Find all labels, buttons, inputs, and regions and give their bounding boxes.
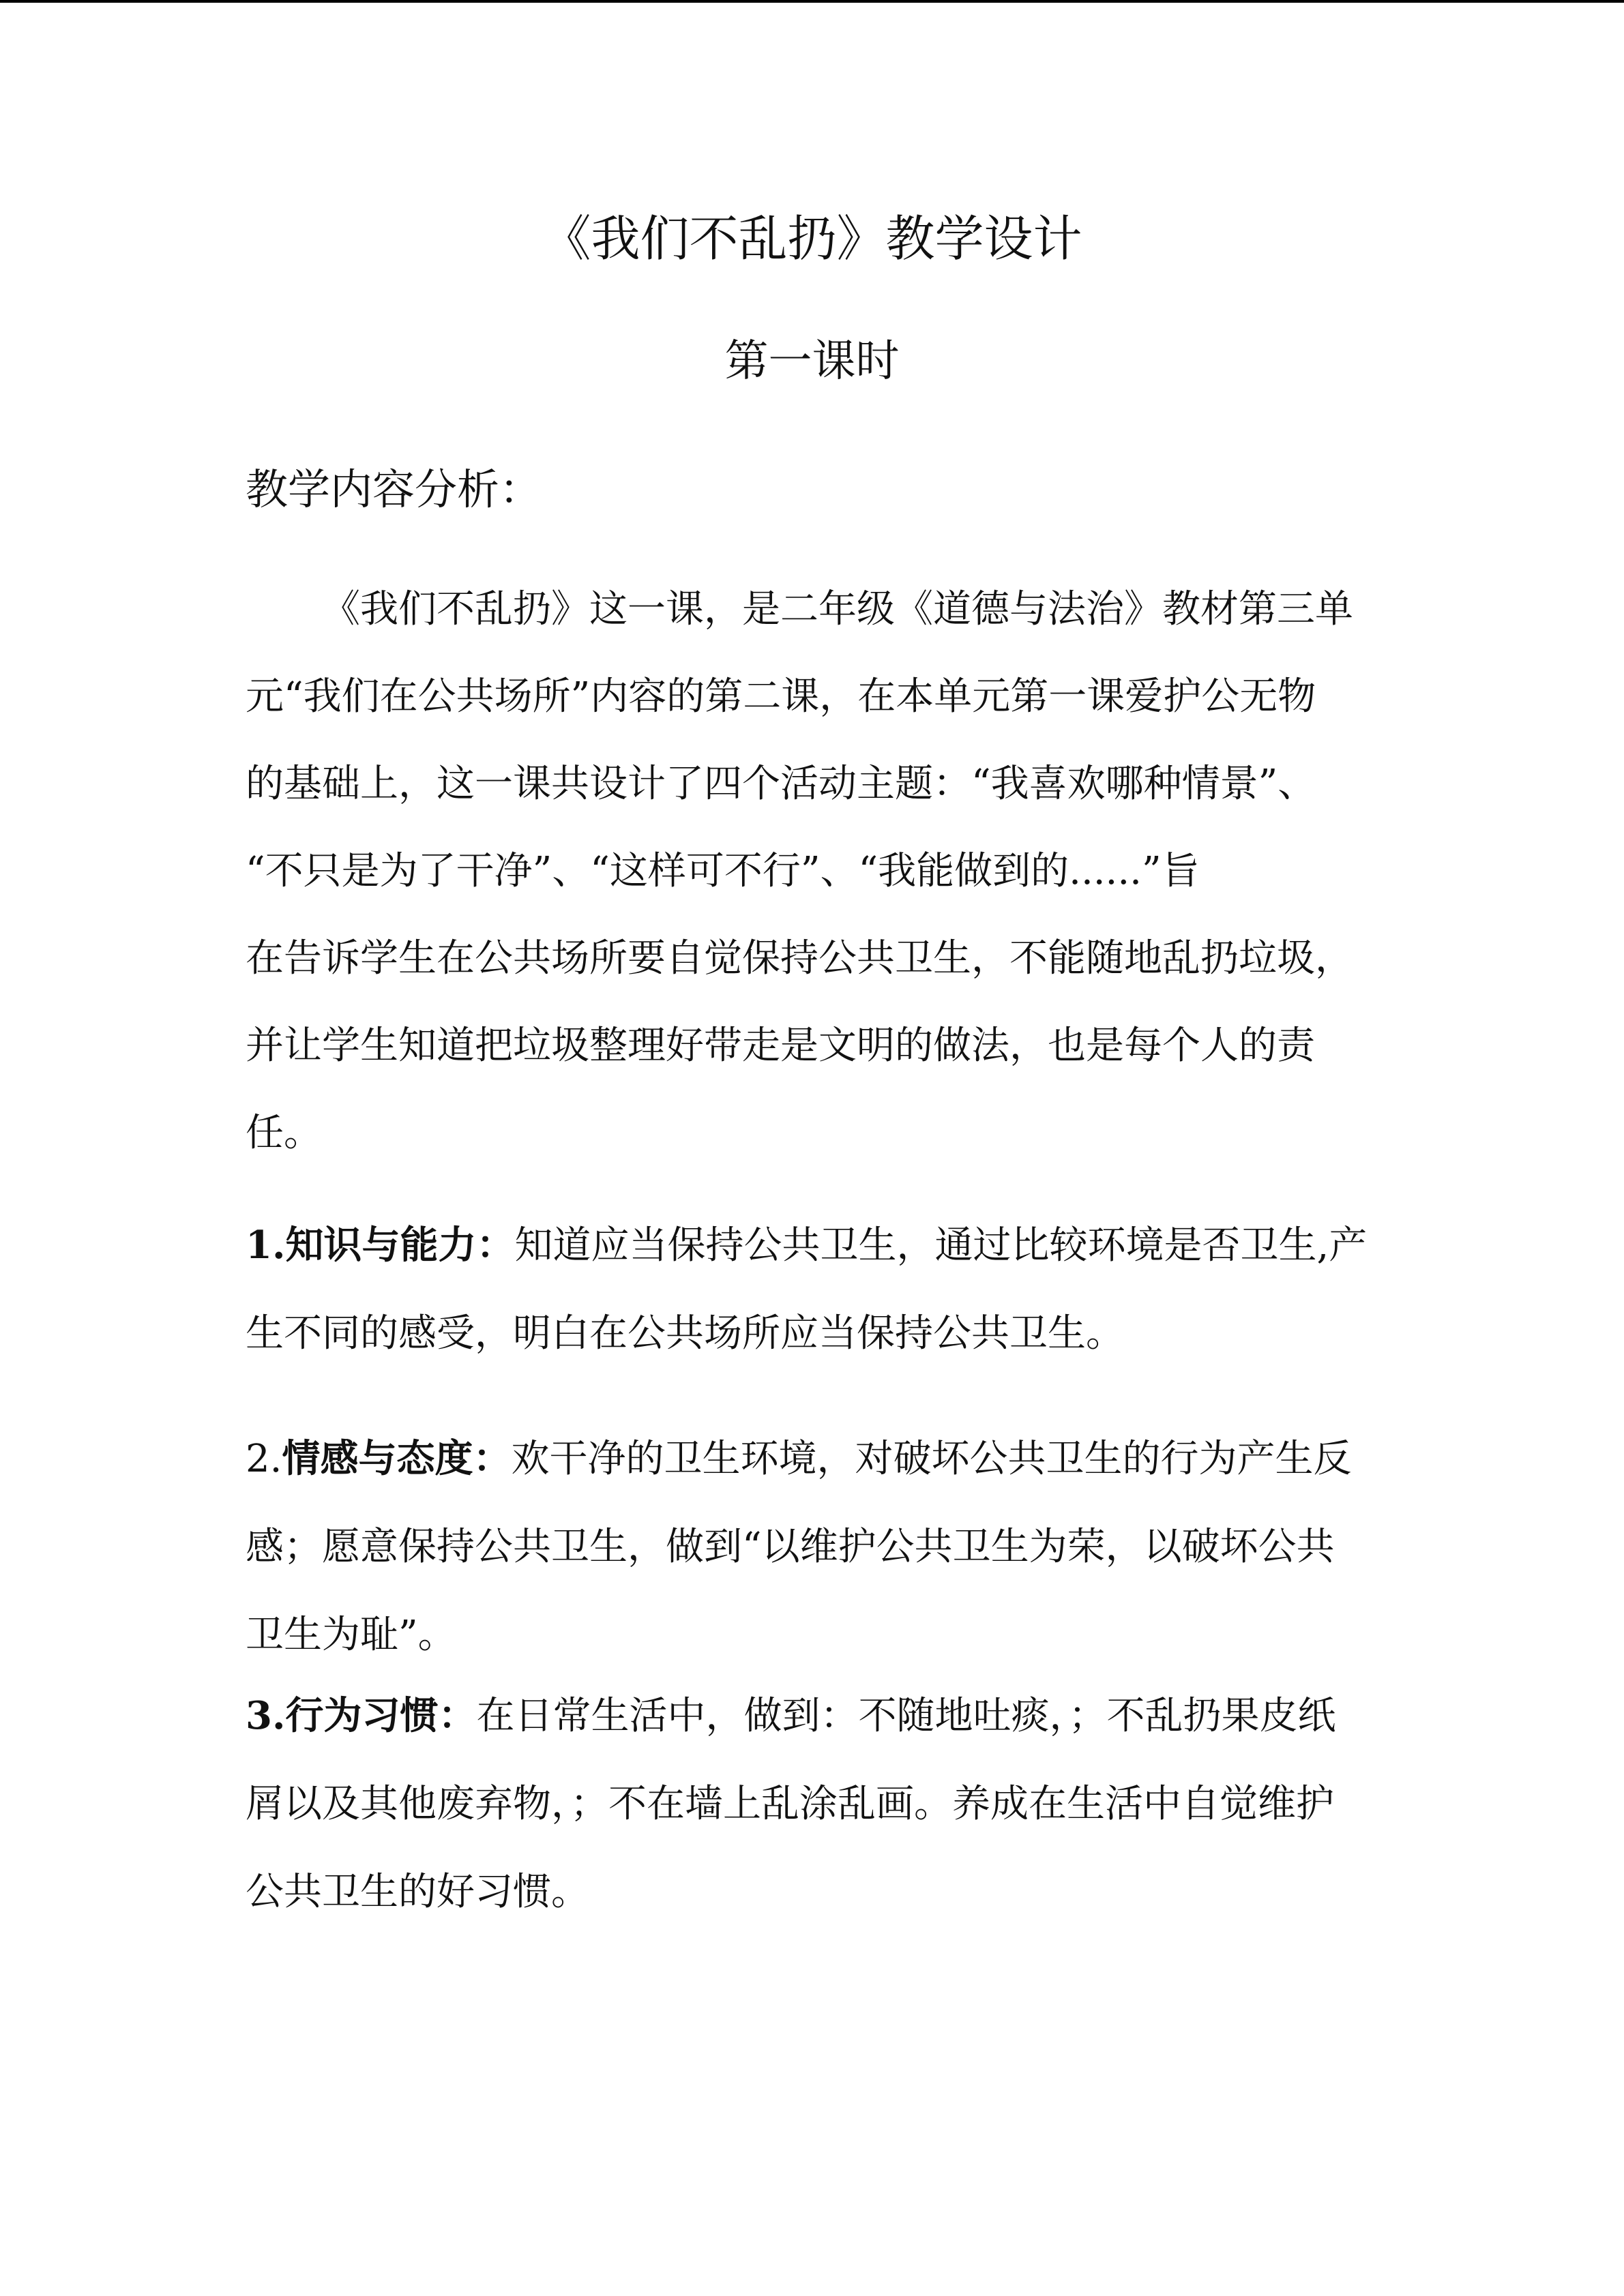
objective-text: 知道应当保持公共卫生，通过比较环境是否卫生,产 (514, 1223, 1368, 1268)
objective-line (246, 1672, 1364, 1760)
objective-label: 情感与态度： (282, 1436, 512, 1481)
objective-line: 生不同的感受，明白在公共场所应当保持公共卫生。 (246, 1311, 1124, 1356)
objective-text: 在日常生活中，做到：不随地吐痰，；不乱扔果皮纸 (476, 1694, 1336, 1738)
objective-number: 2. (246, 1437, 282, 1481)
objective-knowledge-ability (246, 1202, 1368, 1377)
intro-line: 的基础上，这一课共设计了四个活动主题：“我喜欢哪种情景”、 (246, 762, 1316, 806)
objective-label: 1.知识与能力： (246, 1223, 515, 1268)
intro-line: 《我们不乱扔》这一课，是二年级《道德与法治》教材第三单 (322, 587, 1353, 631)
objective-text: 欢干净的卫生环境，对破坏公共卫生的行为产生反 (511, 1437, 1352, 1481)
intro-line: 元“我们在公共场所”内容的第二课，在本单元第一课爱护公无物 (246, 674, 1316, 719)
objective-line (246, 1415, 1364, 1503)
intro-line: 在告诉学生在公共场所要自觉保持公共卫生，不能随地乱扔垃圾， (246, 936, 1353, 981)
objective-emotion-attitude (246, 1415, 1364, 1679)
objective-line: 屑以及其他废弃物，；不在墙上乱涂乱画。养成在生活中自觉维护 (246, 1782, 1334, 1826)
intro-paragraph (246, 566, 1364, 1177)
intro-line: 并让学生知道把垃圾整理好带走是文明的做法，也是每个人的责 (246, 1024, 1315, 1068)
lesson-period-subtitle: 第一课时 (724, 336, 900, 387)
intro-line: 任。 (246, 1111, 322, 1155)
objective-line (246, 1202, 1368, 1289)
objective-line: 卫生为耻”。 (246, 1613, 456, 1657)
objective-line: 公共卫生的好习惯。 (246, 1870, 589, 1914)
objective-behavior-habits (246, 1672, 1364, 1936)
document-title: 《我们不乱扔》教学设计 (542, 210, 1082, 267)
intro-line: “不只是为了干净”、“这样可不行”、“我能做到的......”旨 (246, 849, 1200, 893)
objective-label: 3.行为习惯： (246, 1693, 477, 1738)
objective-line: 感；愿意保持公共卫生，做到“以维护公共卫生为荣，以破坏公共 (246, 1525, 1335, 1569)
section-heading-content-analysis: 教学内容分析： (246, 464, 542, 514)
